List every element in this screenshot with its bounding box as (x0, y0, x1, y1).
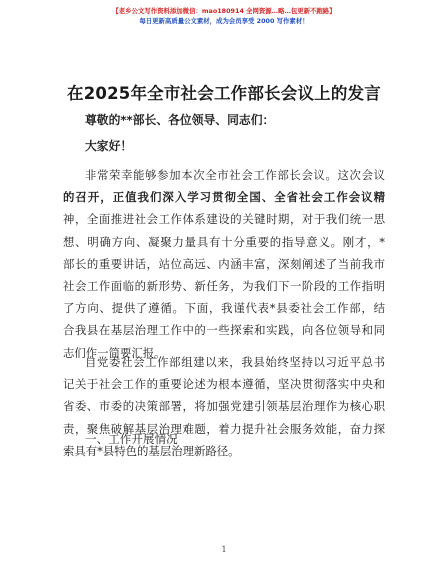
promo-banner (0, 6, 448, 26)
paragraph-line: 的召开，正值我们深入学习贯彻全国、全省社会工作会议精 (63, 190, 385, 205)
page-number: 1 (221, 545, 227, 554)
paragraph-line: 部长的重要讲话，站位高远、内涵丰富，深刻阐述了当前我市 (63, 256, 385, 271)
paragraph-line: 社会工作面临的新形势、新任务，为我们下一阶段的工作指明 (63, 278, 385, 293)
paragraph-line: 责，聚焦破解基层治理难题，着力提升社会服务效能，奋力探 (63, 421, 385, 436)
paragraph-line: 了方向、提供了遵循。下面，我谨代表*县委社会工作部，结 (63, 301, 385, 316)
paragraph-line: 省委、市委的决策部署，将加强党建引领基层治理作为核心职 (63, 399, 385, 414)
paragraph-intro (63, 164, 385, 364)
paragraph-line: 索具有*县特色的基层治理新路径。 (63, 443, 240, 458)
paragraph-line: 想、明确方向、凝聚力量具有十分重要的指导意义。刚才，* (63, 234, 385, 249)
paragraph-line: 非常荣幸能够参加本次全市社会工作部长会议。这次会议 (85, 168, 385, 182)
paragraph-line: 合我县在基层治理工作中的一些探索和实践，向各位领导和同 (63, 323, 385, 338)
paragraph-line: 志们作一简要汇报。 (63, 345, 166, 360)
document-title: 在2025年全市社会工作部长会议上的发言 (67, 84, 381, 103)
section-heading: 一、工作开展情况 (85, 432, 178, 446)
paragraph-line: 神，全面推进社会工作体系建设的关键时期，对于我们统一思 (63, 212, 385, 227)
promo-banner-line-2: 每日更新高质量公文素材，成为会员享受 2000 写作素材！ (139, 17, 309, 25)
paragraph-line: 自党委社会工作部组建以来，我县始终坚持以习近平总书 (85, 355, 385, 369)
promo-banner-line-1: 【老乡公文写作资料添加微信：mao180914 全网资源…略…包更新不跑路】 (112, 7, 336, 15)
salutation: 尊敬的**部长、各位领导、同志们： (85, 113, 275, 127)
paragraph-line: 记关于社会工作的重要论述为根本遵循，坚决贯彻落实中央和 (63, 377, 385, 392)
greeting: 大家好！ (85, 139, 133, 153)
